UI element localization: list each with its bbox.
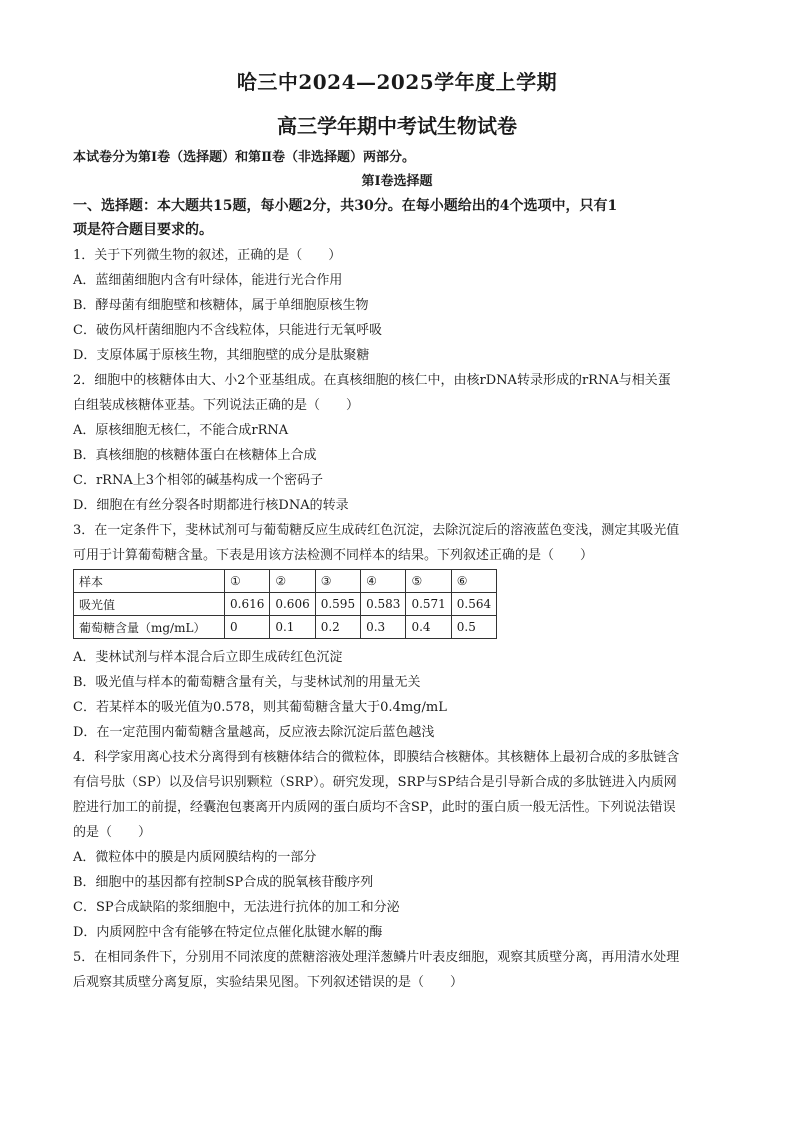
table-cell: 0.3 [361, 616, 406, 639]
q1-option-b: B．酵母菌有细胞壁和核糖体，属于单细胞原核生物 [73, 298, 369, 313]
table-cell: 0.616 [225, 593, 270, 616]
q1-option-a: A．蓝细菌细胞内含有叶绿体，能进行光合作用 [73, 273, 343, 288]
q3-option-a: A．斐林试剂与样本混合后立即生成砖红色沉淀 [73, 650, 343, 665]
table-header-cell: ② [270, 570, 315, 593]
q2-option-d: D．细胞在有丝分裂各时期都进行核DNA的转录 [73, 498, 349, 513]
q3-stem: 3．在一定条件下，斐林试剂可与葡萄糖反应生成砖红色沉淀，去除沉淀后的溶液蓝色变浅，测定其吸光值 [73, 523, 680, 538]
q2-stem: 2．细胞中的核糖体由大、小2个亚基组成。在真核细胞的核仁中，由核rDNA转录形成的rRNA与相关蛋 [73, 373, 671, 388]
table-cell: 0.583 [361, 593, 406, 616]
q5-stem: 5．在相同条件下，分别用不同浓度的蔗糖溶液处理洋葱鳞片叶表皮细胞，观察其质壁分离，再用清水处理 [73, 950, 680, 965]
exam-title-school: 哈三中2024—2025学年度上学期 [236, 70, 558, 94]
section1-instruction-cont: 项是符合题目要求的。 [73, 222, 213, 238]
table-header-cell: ⑥ [451, 570, 496, 593]
q3-stem-cont: 可用于计算葡萄糖含量。下表是用该方法检测不同样本的结果。下列叙述正确的是（ ） [73, 548, 594, 563]
q4-option-a: A．微粒体中的膜是内质网膜结构的一部分 [73, 850, 317, 865]
table-cell: 葡萄糖含量（mg/mL） [74, 616, 225, 639]
section1-instruction: 一、选择题：本大题共15题，每小题2分，共30分。在每小题给出的4个选项中，只有1 [73, 198, 618, 214]
q4-stem-cont: 腔进行加工的前提，经囊泡包裹离开内质网的蛋白质均不含SP，此时的蛋白质一般无活性。下列说法错误 [73, 800, 676, 815]
table-cell: 0.1 [270, 616, 315, 639]
q3-option-d: D．在一定范围内葡萄糖含量越高，反应液去除沉淀后蓝色越浅 [73, 725, 435, 740]
table-cell: 0.2 [315, 616, 360, 639]
q3-option-c: C．若某样本的吸光值为0.578，则其葡萄糖含量大于0.4mg/mL [73, 700, 447, 715]
q1-option-d: D．支原体属于原核生物，其细胞壁的成分是肽聚糖 [73, 348, 370, 363]
q2-option-b: B．真核细胞的核糖体蛋白在核糖体上合成 [73, 448, 317, 463]
q1-stem: 1．关于下列微生物的叙述，正确的是（ ） [73, 248, 342, 263]
table-header-cell: ⑤ [406, 570, 451, 593]
q2-option-a: A．原核细胞无核仁，不能合成rRNA [73, 423, 289, 438]
table-cell: 0.4 [406, 616, 451, 639]
q3-data-table [73, 569, 497, 639]
part1-heading: 第Ⅰ卷选择题 [361, 174, 433, 189]
q4-option-d: D．内质网腔中含有能够在特定位点催化肽键水解的酶 [73, 925, 383, 940]
table-cell: 0.571 [406, 593, 451, 616]
q2-stem-cont: 白组装成核糖体亚基。下列说法正确的是（ ） [73, 398, 360, 413]
table-cell: 吸光值 [74, 593, 225, 616]
table-header-cell: ④ [361, 570, 406, 593]
table-row [74, 616, 497, 639]
exam-title-subject: 高三学年期中考试生物试卷 [277, 114, 517, 138]
q1-option-c: C．破伤风杆菌细胞内不含线粒体，只能进行无氧呼吸 [73, 323, 382, 338]
exam-intro: 本试卷分为第Ⅰ卷（选择题）和第Ⅱ卷（非选择题）两部分。 [73, 150, 416, 165]
q5-stem-cont: 后观察其质壁分离复原，实验结果见图。下列叙述错误的是（ ） [73, 975, 464, 990]
q3-option-b: B．吸光值与样本的葡萄糖含量有关，与斐林试剂的用量无关 [73, 675, 421, 690]
table-cell: 0 [225, 616, 270, 639]
q4-stem-cont: 的是（ ） [73, 825, 152, 840]
q2-option-c: C．rRNA上3个相邻的碱基构成一个密码子 [73, 473, 323, 488]
table-cell: 0.595 [315, 593, 360, 616]
table-header-row [74, 570, 497, 593]
table-cell: 0.564 [451, 593, 496, 616]
table-header-cell: 样本 [74, 570, 225, 593]
table-cell: 0.606 [270, 593, 315, 616]
table-row [74, 593, 497, 616]
table-header-cell: ③ [315, 570, 360, 593]
q4-option-b: B．细胞中的基因都有控制SP合成的脱氧核苷酸序列 [73, 875, 374, 890]
q4-stem: 4．科学家用离心技术分离得到有核糖体结合的微粒体，即膜结合核糖体。其核糖体上最初合成的多肽链含 [73, 750, 680, 765]
q4-stem-cont: 有信号肽（SP）以及信号识别颗粒（SRP）。研究发现，SRP与SP结合是引导新合成的多肽链进入内质网 [73, 775, 677, 790]
table-header-cell: ① [225, 570, 270, 593]
q4-option-c: C．SP合成缺陷的浆细胞中，无法进行抗体的加工和分泌 [73, 900, 400, 915]
table-cell: 0.5 [451, 616, 496, 639]
